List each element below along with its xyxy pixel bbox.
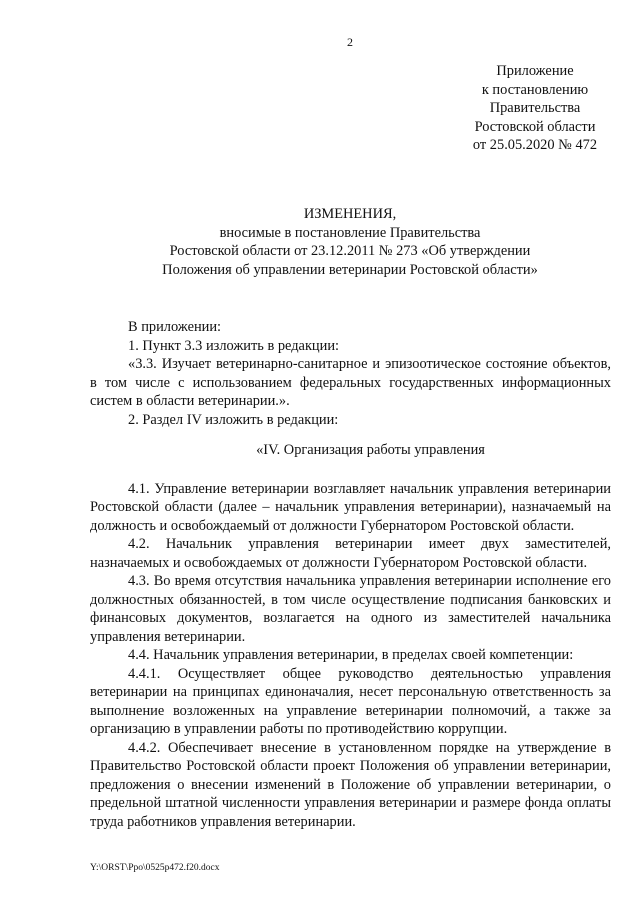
- appendix-line: к постановлению: [481, 81, 589, 98]
- title-line: Ростовской области от 23.12.2011 № 273 «Об утверждении: [169, 243, 531, 259]
- clause-4-3-paragraph: 4.3. Во время отсутствия начальника управления ветеринарии исполнение его должностных обязанностей, в том числе осуществление подписания банковских и финансовых документов, возлагается на одного из заместителей начальника управления ветеринарии.: [90, 573, 611, 645]
- appendix-line: Ростовской области: [474, 118, 596, 135]
- clause-4-4-1-paragraph: 4.4.1. Осуществляет общее руководство деятельностью управления ветеринарии на принципах единоначалия, несет персональную ответственность за выполнение возложенных на управление ветеринарии полномочий, а также за организацию в управлении работы по противодействию коррупции.: [90, 665, 611, 737]
- page-number: 2: [347, 35, 353, 49]
- title-line: вносимые в постановление Правительства: [219, 224, 481, 241]
- clause-4-4-2-paragraph: 4.4.2. Обеспечивает внесение в установленном порядке на утверждение в Правительство Ростовской области проект Положения об управлении ветеринарии, предложения о внесении изменений в Положение об управлении ветеринарии, о предельной штатной численности управления ветеринарии и размере фонда оплаты труда работников управления ветеринарии.: [90, 739, 611, 830]
- clause-4-4-paragraph: 4.4. Начальник управления ветеринарии, в пределах своей компетенции:: [128, 647, 574, 663]
- title-heading: ИЗМЕНЕНИЯ,: [303, 206, 397, 222]
- clause-4-1-paragraph: 4.1. Управление ветеринарии возглавляет начальник управления ветеринарии Ростовской области (далее – начальник управления ветеринарии), назначаемый на должность и освобождаемый от должности Губернатором Ростовской области.: [90, 480, 611, 534]
- appendix-line: Приложение: [496, 63, 574, 79]
- intro-paragraph: В приложении:: [128, 319, 222, 335]
- file-path-footer: Y:\ORST\Ppo\0525p472.f20.docx: [90, 863, 220, 873]
- appendix-line: от 25.05.2020 № 472: [472, 137, 598, 154]
- document-title: [90, 205, 610, 279]
- appendix-line: Правительства: [489, 100, 581, 117]
- clause-4-2-paragraph: 4.2. Начальник управления ветеринарии имеет двух заместителей, назначаемых и освобождаемых от должности Губернатором Ростовской области.: [90, 536, 611, 571]
- title-line: Положения об управлении ветеринарии Ростовской области»: [162, 261, 538, 278]
- clause-3-3-paragraph: «3.3. Изучает ветеринарно-санитарное и эпизоотическое состояние объектов, в том числе с использованием федеральных государственных информационных систем в области ветеринарии.».: [90, 356, 611, 409]
- appendix-block: [420, 62, 640, 155]
- section-iv-title: «IV. Организация работы управления: [256, 442, 485, 458]
- item-2-paragraph: 2. Раздел IV изложить в редакции:: [128, 411, 339, 428]
- document-body: [90, 318, 611, 831]
- item-1-paragraph: 1. Пункт 3.3 изложить в редакции:: [128, 337, 340, 354]
